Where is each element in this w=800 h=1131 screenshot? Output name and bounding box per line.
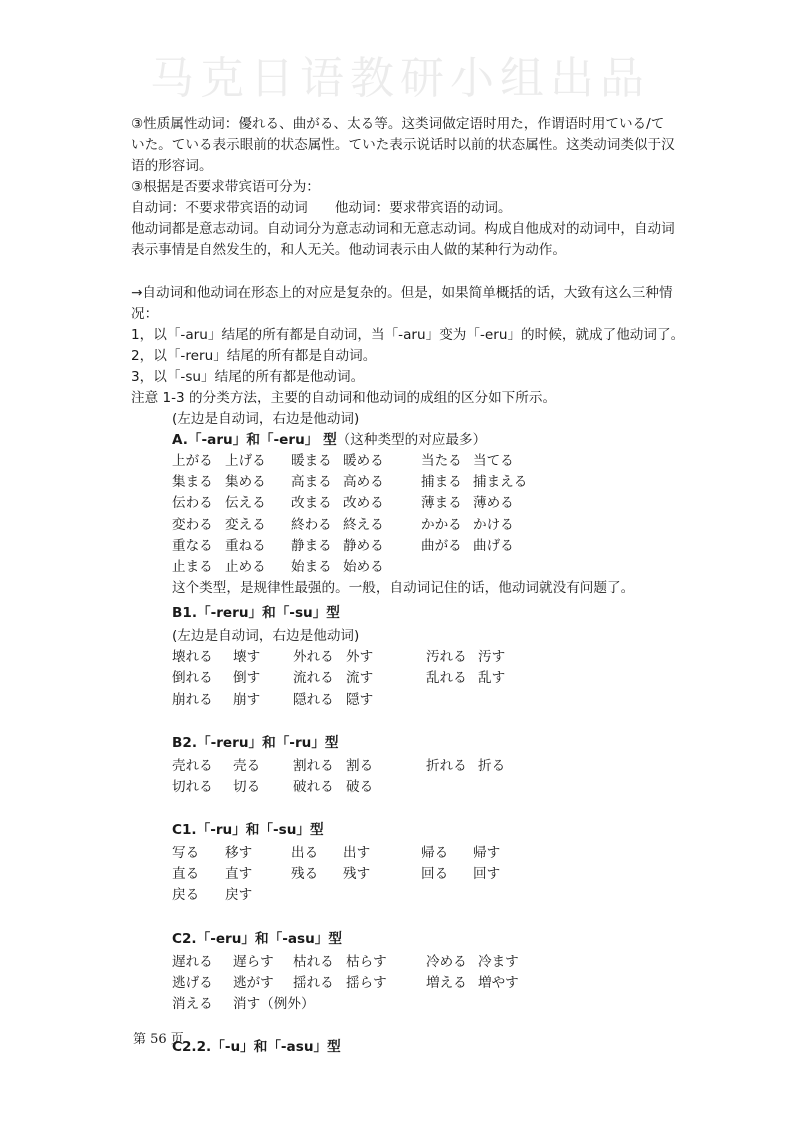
verb-cell: 割る	[346, 757, 374, 774]
watermark: 马克日语教研小组出品	[150, 53, 650, 104]
verb-cell: 変える	[225, 516, 266, 533]
verb-cell: 暖める	[343, 453, 384, 469]
intro-line: いた。ている表示眼前的状态属性。ていた表示说话时以前的状态属性。这类动词类似于汉	[131, 137, 675, 153]
verb-cell: 暖まる	[291, 453, 332, 469]
verb-cell: 出る	[291, 845, 319, 862]
section-b1-table	[131, 647, 691, 711]
verb-cell: 流れる	[293, 670, 334, 687]
verb-cell: 遅らす	[233, 953, 274, 970]
verb-cell: 割れる	[293, 757, 334, 774]
verb-cell: 隠れる	[293, 691, 334, 708]
verb-pair-row	[172, 885, 691, 906]
intro-line: 语的形容词。	[131, 158, 213, 174]
verb-cell: 変わる	[172, 516, 213, 533]
verb-cell: 直る	[172, 866, 200, 883]
verb-cell: 集める	[225, 474, 266, 491]
verb-cell: かける	[473, 516, 514, 533]
intro-line: 表示事情是自然发生的，和人无关。他动词表示由人做的某种行为动作。	[131, 242, 566, 258]
verb-cell: 汚れる	[426, 649, 467, 666]
verb-pair-row	[172, 451, 691, 472]
rule-line: 况：	[131, 306, 159, 322]
verb-cell: 外す	[346, 649, 374, 666]
verb-cell: 揺れる	[293, 974, 334, 991]
verb-cell: 増える	[426, 974, 467, 991]
verb-cell: 始める	[343, 558, 384, 575]
verb-cell: 静まる	[291, 537, 332, 554]
verb-pair-row	[172, 668, 691, 689]
verb-cell: 写る	[172, 845, 200, 862]
verb-cell: 乱す	[478, 670, 506, 687]
rules-block	[131, 283, 691, 409]
verb-cell: 出す	[343, 845, 371, 862]
verb-cell: 薄まる	[421, 495, 462, 512]
verb-pair-row	[172, 557, 691, 578]
verb-cell: 破れる	[293, 778, 334, 795]
verb-cell: 高まる	[291, 474, 332, 491]
verb-cell: 伝わる	[172, 495, 213, 512]
verb-cell: 改まる	[291, 495, 332, 512]
verb-cell: 集まる	[172, 474, 213, 491]
rule-line: 1，以「-aru」结尾的所有都是自动词，当「-aru」变为「-eru」的时候，就成了他动词了。	[131, 327, 685, 343]
verb-cell: 切る	[233, 778, 261, 795]
verb-cell: 壊す	[233, 649, 261, 666]
rule-line: 2，以「-reru」结尾的所有都是自动词。	[131, 348, 377, 364]
verb-cell: 壳れる	[172, 757, 213, 774]
verb-cell: 直す	[225, 866, 253, 883]
section-c2-table	[131, 952, 691, 1016]
section-b1-heading: B1.「-reru」和「-su」型	[172, 605, 340, 622]
verb-pair-row	[172, 493, 691, 514]
verb-cell: 消す（例外）	[233, 996, 315, 1012]
verb-cell: 逃げる	[172, 974, 213, 991]
verb-cell: 捕まる	[421, 474, 462, 491]
verb-cell: 当たる	[421, 453, 462, 469]
section-a-note: (左边是自动词，右边是他动词)	[172, 411, 360, 427]
verb-cell: 残す	[343, 866, 371, 883]
verb-cell: 回る	[421, 866, 449, 883]
verb-cell: 倒す	[233, 670, 261, 687]
verb-cell: 壊れる	[172, 649, 213, 666]
section-c1-heading: C1.「-ru」和「-su」型	[172, 822, 324, 839]
verb-cell: 終わる	[291, 516, 332, 533]
intro-line: 自动词：不要求带宾语的动词 他动词：要求带宾语的动词。	[131, 200, 512, 216]
verb-pair-row	[172, 536, 691, 557]
rule-line: →自动词和他动词在形态上的对应是复杂的。但是，如果简单概括的话，大致有这么三种情	[131, 285, 673, 301]
verb-cell: 重ねる	[225, 537, 266, 554]
verb-cell: 枯らす	[346, 953, 387, 970]
section-a-heading-note: （这种类型的对应最多）	[336, 432, 487, 448]
verb-cell: 静める	[343, 537, 384, 554]
verb-cell: 冷める	[426, 953, 467, 970]
verb-cell: 改める	[343, 495, 384, 512]
verb-cell: 終える	[343, 516, 384, 533]
verb-pair-row	[172, 952, 691, 973]
section-a-heading: A.「-aru」和「-eru」 型	[172, 432, 337, 448]
verb-cell: 枯れる	[293, 953, 334, 970]
verb-cell: 帰す	[473, 845, 501, 862]
verb-cell: 捕まえる	[473, 474, 528, 491]
verb-cell: 汚す	[478, 649, 506, 666]
verb-cell: 薄める	[473, 495, 514, 512]
verb-cell: 曲げる	[473, 537, 514, 554]
verb-cell: 当てる	[473, 453, 514, 469]
verb-cell: 遅れる	[172, 953, 213, 970]
verb-cell: 重なる	[172, 537, 213, 554]
verb-cell: 上げる	[225, 453, 266, 469]
verb-cell: 崩れる	[172, 691, 213, 708]
verb-cell: 崩す	[233, 691, 261, 708]
verb-cell: 冷ます	[478, 953, 519, 970]
verb-cell: 残る	[291, 866, 319, 883]
verb-cell: 隠す	[346, 691, 374, 708]
verb-cell: 止める	[225, 558, 266, 575]
page-content	[131, 114, 691, 1060]
verb-cell: 移す	[225, 845, 253, 862]
verb-cell: 流す	[346, 670, 374, 687]
verb-cell: 折れる	[426, 757, 467, 774]
verb-cell: 逃がす	[233, 974, 274, 991]
verb-cell: 高める	[343, 474, 384, 491]
verb-pair-row	[172, 647, 691, 668]
intro-line: ③根据是否要求带宾语可分为：	[131, 179, 320, 195]
section-b2-table	[131, 756, 691, 798]
page-number: 第 56 页	[133, 1032, 184, 1047]
section-c1-table	[131, 843, 691, 907]
verb-cell: 止まる	[172, 558, 213, 575]
verb-cell: 消える	[172, 996, 213, 1012]
verb-cell: 上がる	[172, 453, 213, 469]
intro-line: ③性质属性动词：優れる、曲がる、太る等。这类词做定语时用た，作谓语时用ている/て	[131, 116, 665, 132]
verb-cell: 戻す	[225, 887, 253, 904]
verb-cell: 外れる	[293, 649, 334, 666]
verb-cell: かかる	[421, 516, 462, 533]
section-a-table	[131, 451, 691, 578]
section-c22-heading: C2.2.「-u」和「-asu」型	[172, 1039, 341, 1056]
verb-cell: 始まる	[291, 558, 332, 575]
verb-cell: 切れる	[172, 778, 213, 795]
intro-line: 他动词都是意志动词。自动词分为意志动词和无意志动词。构成自他成对的动词中，自动词	[131, 221, 675, 237]
verb-pair-row	[172, 515, 691, 536]
verb-pair-row	[172, 843, 691, 864]
verb-cell: 増やす	[478, 974, 519, 991]
section-a-summary: 这个类型，是规律性最强的。一般，自动词记住的话，他动词就没有问题了。	[172, 580, 635, 597]
verb-cell: 伝える	[225, 495, 266, 512]
section-a-heading-line	[131, 430, 691, 451]
section-c2-heading: C2.「-eru」和「-asu」型	[172, 930, 342, 947]
rule-line: 3，以「-su」结尾的所有都是他动词。	[131, 369, 365, 385]
verb-cell: 倒れる	[172, 670, 213, 687]
verb-pair-row	[172, 973, 691, 994]
verb-cell: 破る	[346, 778, 374, 795]
verb-pair-row	[172, 777, 691, 798]
verb-pair-row	[172, 472, 691, 493]
verb-cell: 壳る	[233, 757, 261, 774]
verb-cell: 折る	[478, 757, 506, 774]
verb-cell: 回す	[473, 866, 501, 883]
verb-cell: 曲がる	[421, 537, 462, 554]
verb-pair-row	[172, 864, 691, 885]
rule-line: 注意 1-3 的分类方法，主要的自动词和他动词的成组的区分如下所示。	[131, 390, 557, 406]
verb-cell: 戻る	[172, 887, 200, 904]
verb-cell: 揺らす	[346, 974, 387, 991]
verb-pair-row	[172, 994, 691, 1015]
verb-cell: 帰る	[421, 845, 449, 862]
section-b2-heading: B2.「-reru」和「-ru」型	[172, 734, 339, 751]
section-b1-note: (左边是自动词，右边是他动词)	[172, 628, 360, 645]
verb-pair-row	[172, 756, 691, 777]
verb-pair-row	[172, 690, 691, 711]
intro-block	[131, 114, 691, 261]
verb-cell: 乱れる	[426, 670, 467, 687]
